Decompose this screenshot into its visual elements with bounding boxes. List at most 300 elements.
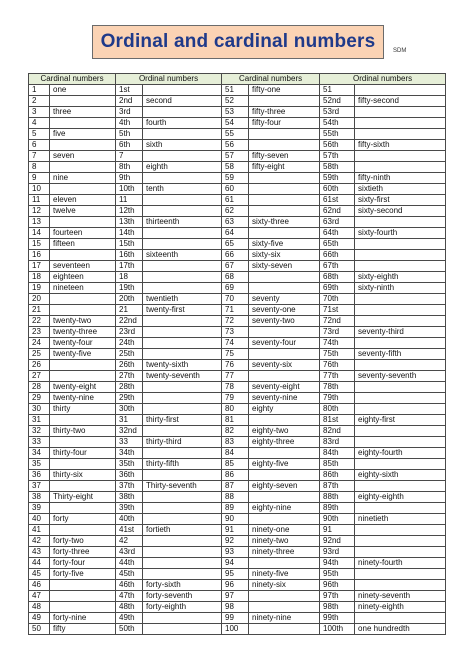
ordinal-word: forty-eighth [143,602,222,613]
table-row [29,239,446,250]
ordinal-word: sixtieth [355,184,446,195]
ordinal-number: 41st [116,525,143,536]
table-row [29,569,446,580]
ordinal-number: 52nd [320,96,355,107]
cardinal-number: 21 [29,305,50,316]
cardinal-number: 8 [29,162,50,173]
ordinal-word [143,613,222,624]
table-row [29,437,446,448]
ordinal-word [143,272,222,283]
ordinal-number: 40th [116,514,143,525]
cardinal-number: 72 [222,316,249,327]
table-row [29,338,446,349]
cardinal-number: 39 [29,503,50,514]
ordinal-word [143,349,222,360]
ordinal-number: 54th [320,118,355,129]
ordinal-word: one hundredth [355,624,446,635]
ordinal-word [143,536,222,547]
cardinal-word [249,492,320,503]
ordinal-word: seventy-seventh [355,371,446,382]
ordinal-number: 21 [116,305,143,316]
ordinal-word: eighty-sixth [355,470,446,481]
table-row [29,107,446,118]
ordinal-number: 92nd [320,536,355,547]
table-row [29,415,446,426]
table-row [29,448,446,459]
cardinal-word: twenty-three [50,327,116,338]
table-row [29,118,446,129]
cardinal-word: seventy-four [249,338,320,349]
cardinal-number: 73 [222,327,249,338]
ordinal-word [355,613,446,624]
cardinal-number: 52 [222,96,249,107]
cardinal-word [50,96,116,107]
table-row [29,459,446,470]
cardinal-number: 66 [222,250,249,261]
cardinal-number: 5 [29,129,50,140]
ordinal-word [355,393,446,404]
cardinal-word: fifty-eight [249,162,320,173]
table-row [29,382,446,393]
ordinal-number: 13th [116,217,143,228]
ordinal-number: 16th [116,250,143,261]
cardinal-word [249,283,320,294]
cardinal-word: seventeen [50,261,116,272]
cardinal-number: 89 [222,503,249,514]
ordinal-word [355,250,446,261]
ordinal-number: 8th [116,162,143,173]
cardinal-word [50,602,116,613]
ordinal-number: 20th [116,294,143,305]
cardinal-number: 63 [222,217,249,228]
cardinal-number: 78 [222,382,249,393]
cardinal-word: fifteen [50,239,116,250]
table-row [29,195,446,206]
cardinal-number: 4 [29,118,50,129]
ordinal-number: 12th [116,206,143,217]
header-ordinal-left: Ordinal numbers [116,74,222,85]
ordinal-number: 67th [320,261,355,272]
cardinal-number: 97 [222,591,249,602]
ordinal-number: 90th [320,514,355,525]
cardinal-word [249,470,320,481]
cardinal-number: 27 [29,371,50,382]
cardinal-number: 23 [29,327,50,338]
cardinal-word: eighty-three [249,437,320,448]
cardinal-word: forty-five [50,569,116,580]
cardinal-number: 51 [222,85,249,96]
ordinal-word [355,85,446,96]
cardinal-word [50,437,116,448]
cardinal-number: 58 [222,162,249,173]
cardinal-word [249,415,320,426]
table-row [29,140,446,151]
cardinal-number: 11 [29,195,50,206]
ordinal-word [143,470,222,481]
cardinal-word: forty [50,514,116,525]
ordinal-number: 15th [116,239,143,250]
ordinal-number: 97th [320,591,355,602]
table-row [29,404,446,415]
cardinal-word [50,503,116,514]
cardinal-number: 95 [222,569,249,580]
ordinal-word: fortieth [143,525,222,536]
cardinal-number: 6 [29,140,50,151]
ordinal-word: eighty-first [355,415,446,426]
ordinal-number: 96th [320,580,355,591]
cardinal-word [50,459,116,470]
table-row [29,393,446,404]
cardinal-word [249,184,320,195]
ordinal-number: 61st [320,195,355,206]
table-row [29,327,446,338]
table-row [29,261,446,272]
cardinal-number: 67 [222,261,249,272]
ordinal-word [143,448,222,459]
ordinal-number: 82nd [320,426,355,437]
ordinal-word [143,151,222,162]
ordinal-number: 51 [320,85,355,96]
cardinal-word [249,327,320,338]
ordinal-number: 11 [116,195,143,206]
cardinal-number: 60 [222,184,249,195]
ordinal-number: 33 [116,437,143,448]
cardinal-word: eighty-two [249,426,320,437]
cardinal-number: 91 [222,525,249,536]
ordinal-word [143,107,222,118]
ordinal-word [143,547,222,558]
cardinal-number: 37 [29,481,50,492]
cardinal-word: ninety-six [249,580,320,591]
cardinal-word [249,206,320,217]
cardinal-word [249,558,320,569]
cardinal-word: ninety-one [249,525,320,536]
ordinal-word: sixth [143,140,222,151]
ordinal-number: 25th [116,349,143,360]
cardinal-word: ninety-two [249,536,320,547]
ordinal-word: fifty-ninth [355,173,446,184]
ordinal-number: 37th [116,481,143,492]
ordinal-number: 71st [320,305,355,316]
ordinal-number: 5th [116,129,143,140]
table-row [29,624,446,635]
cardinal-number: 59 [222,173,249,184]
ordinal-word: twentieth [143,294,222,305]
table-row [29,558,446,569]
ordinal-number: 63rd [320,217,355,228]
cardinal-number: 17 [29,261,50,272]
ordinal-number: 93rd [320,547,355,558]
ordinal-number: 60th [320,184,355,195]
cardinal-word: twenty-two [50,316,116,327]
ordinal-number: 7 [116,151,143,162]
ordinal-word [143,514,222,525]
ordinal-word [143,239,222,250]
ordinal-word [143,85,222,96]
cardinal-number: 47 [29,591,50,602]
ordinal-number: 17th [116,261,143,272]
ordinal-number: 85th [320,459,355,470]
cardinal-word [50,118,116,129]
ordinal-word [143,393,222,404]
ordinal-number: 65th [320,239,355,250]
ordinal-word [143,503,222,514]
cardinal-number: 61 [222,195,249,206]
ordinal-word [143,129,222,140]
ordinal-number: 99th [320,613,355,624]
cardinal-word [50,415,116,426]
ordinal-word [143,327,222,338]
ordinal-number: 50th [116,624,143,635]
cardinal-word: ninety-five [249,569,320,580]
table-row [29,580,446,591]
cardinal-word: eleven [50,195,116,206]
ordinal-number: 26th [116,360,143,371]
ordinal-number: 24th [116,338,143,349]
table-row [29,316,446,327]
cardinal-word: one [50,85,116,96]
cardinal-word: thirty-two [50,426,116,437]
ordinal-number: 64th [320,228,355,239]
cardinal-number: 64 [222,228,249,239]
ordinal-number: 91 [320,525,355,536]
cardinal-word [249,228,320,239]
ordinal-word [355,118,446,129]
table-row [29,250,446,261]
cardinal-word: nineteen [50,283,116,294]
table-row [29,602,446,613]
ordinal-word: Thirty-seventh [143,481,222,492]
ordinal-word: fourth [143,118,222,129]
cardinal-number: 26 [29,360,50,371]
ordinal-word [355,459,446,470]
ordinal-number: 78th [320,382,355,393]
ordinal-word [355,107,446,118]
cardinal-word [50,140,116,151]
ordinal-word [355,261,446,272]
cardinal-number: 35 [29,459,50,470]
cardinal-number: 83 [222,437,249,448]
cardinal-word: seventy-six [249,360,320,371]
table-row [29,151,446,162]
cardinal-number: 31 [29,415,50,426]
table-row [29,426,446,437]
cardinal-number: 3 [29,107,50,118]
cardinal-number: 22 [29,316,50,327]
cardinal-word [249,140,320,151]
cardinal-number: 41 [29,525,50,536]
cardinal-number: 42 [29,536,50,547]
cardinal-word [50,591,116,602]
cardinal-word [249,514,320,525]
ordinal-number: 77th [320,371,355,382]
cardinal-number: 70 [222,294,249,305]
cardinal-number: 2 [29,96,50,107]
ordinal-word [143,426,222,437]
cardinal-number: 10 [29,184,50,195]
ordinal-word [355,404,446,415]
table-row [29,547,446,558]
ordinal-number: 83rd [320,437,355,448]
ordinal-number: 89th [320,503,355,514]
cardinal-number: 65 [222,239,249,250]
ordinal-word [143,316,222,327]
ordinal-word: thirty-first [143,415,222,426]
ordinal-word [355,536,446,547]
cardinal-number: 16 [29,250,50,261]
cardinal-word: seventy-eight [249,382,320,393]
table-row [29,272,446,283]
ordinal-number: 27th [116,371,143,382]
ordinal-number: 9th [116,173,143,184]
ordinal-number: 14th [116,228,143,239]
ordinal-number: 87th [320,481,355,492]
table-row [29,503,446,514]
ordinal-word: forty-seventh [143,591,222,602]
ordinal-number: 98th [320,602,355,613]
ordinal-number: 44th [116,558,143,569]
cardinal-word: ninety-nine [249,613,320,624]
cardinal-word: fifty-four [249,118,320,129]
ordinal-word [355,481,446,492]
ordinal-word [355,294,446,305]
ordinal-word [355,580,446,591]
cardinal-word: forty-nine [50,613,116,624]
cardinal-word: fifty-one [249,85,320,96]
author-tag: SDM [393,48,407,54]
cardinal-word [50,481,116,492]
ordinal-number: 59th [320,173,355,184]
ordinal-number: 94th [320,558,355,569]
cardinal-word: eighty-nine [249,503,320,514]
cardinal-word [249,349,320,360]
ordinal-number: 43rd [116,547,143,558]
cardinal-word: Thirty-eight [50,492,116,503]
cardinal-number: 49 [29,613,50,624]
ordinal-number: 48th [116,602,143,613]
ordinal-word [355,382,446,393]
ordinal-word [355,305,446,316]
cardinal-word: three [50,107,116,118]
ordinal-word [355,316,446,327]
ordinal-word [355,162,446,173]
cardinal-word [249,96,320,107]
table-row [29,96,446,107]
ordinal-number: 1st [116,85,143,96]
ordinal-word: forty-sixth [143,580,222,591]
ordinal-word [355,569,446,580]
ordinal-word [143,382,222,393]
header-ordinal-right: Ordinal numbers [320,74,446,85]
cardinal-word [249,195,320,206]
table-row [29,613,446,624]
cardinal-word: fourteen [50,228,116,239]
ordinal-word [143,283,222,294]
cardinal-number: 76 [222,360,249,371]
ordinal-word [355,437,446,448]
cardinal-word: twenty-four [50,338,116,349]
cardinal-number: 80 [222,404,249,415]
ordinal-number: 38th [116,492,143,503]
ordinal-number: 62nd [320,206,355,217]
ordinal-number: 28th [116,382,143,393]
ordinal-number: 75th [320,349,355,360]
ordinal-number: 19th [116,283,143,294]
cardinal-word [249,272,320,283]
cardinal-number: 13 [29,217,50,228]
cardinal-word: thirty [50,404,116,415]
ordinal-number: 73rd [320,327,355,338]
ordinal-word [143,624,222,635]
ordinal-word: ninetieth [355,514,446,525]
ordinal-number: 100th [320,624,355,635]
cardinal-word: fifty [50,624,116,635]
cardinal-number: 84 [222,448,249,459]
cardinal-word [50,184,116,195]
ordinal-number: 36th [116,470,143,481]
ordinal-number: 32nd [116,426,143,437]
cardinal-number: 79 [222,393,249,404]
ordinal-number: 42 [116,536,143,547]
table-row [29,470,446,481]
ordinal-number: 70th [320,294,355,305]
ordinal-number: 68th [320,272,355,283]
numbers-table [28,73,446,635]
cardinal-word: twenty-five [50,349,116,360]
ordinal-word [143,492,222,503]
cardinal-word [50,250,116,261]
ordinal-word: eighty-fourth [355,448,446,459]
cardinal-number: 87 [222,481,249,492]
ordinal-word: sixty-first [355,195,446,206]
cardinal-word [249,371,320,382]
ordinal-number: 34th [116,448,143,459]
cardinal-word: sixty-three [249,217,320,228]
ordinal-number: 79th [320,393,355,404]
cardinal-word: fifty-three [249,107,320,118]
table-row [29,360,446,371]
cardinal-number: 93 [222,547,249,558]
cardinal-number: 100 [222,624,249,635]
cardinal-word: seventy-one [249,305,320,316]
ordinal-word: seventy-third [355,327,446,338]
cardinal-word: sixty-six [249,250,320,261]
cardinal-number: 55 [222,129,249,140]
ordinal-number: 4th [116,118,143,129]
ordinal-number: 58th [320,162,355,173]
cardinal-number: 85 [222,459,249,470]
ordinal-word: fifty-sixth [355,140,446,151]
ordinal-word: tenth [143,184,222,195]
table-row [29,371,446,382]
ordinal-number: 10th [116,184,143,195]
cardinal-word: ninety-three [249,547,320,558]
ordinal-word: thirty-third [143,437,222,448]
cardinal-word: fifty-seven [249,151,320,162]
ordinal-number: 72nd [320,316,355,327]
cardinal-number: 7 [29,151,50,162]
cardinal-number: 24 [29,338,50,349]
cardinal-word [50,580,116,591]
ordinal-word: twenty-seventh [143,371,222,382]
header-cardinal-right: Cardinal numbers [222,74,320,85]
ordinal-number: 2nd [116,96,143,107]
ordinal-word [355,503,446,514]
ordinal-number: 88th [320,492,355,503]
table-row [29,492,446,503]
table-row [29,294,446,305]
cardinal-word [249,448,320,459]
